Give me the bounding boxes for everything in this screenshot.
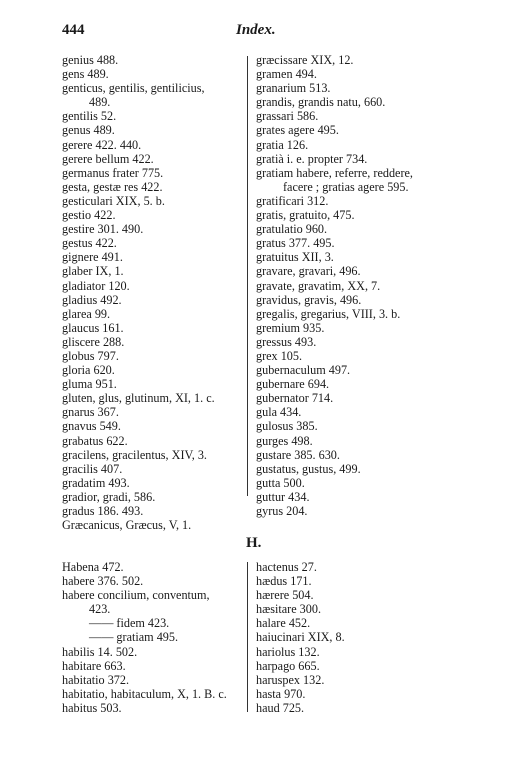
- page-title: Index.: [236, 22, 276, 38]
- index-entry: guttur 434.: [256, 489, 310, 504]
- index-entry: gubernaculum 497.: [256, 363, 351, 378]
- index-entry: genius 488.: [62, 53, 119, 67]
- index-entry: gregalis, gregarius, VIII, 3. b.: [256, 306, 401, 321]
- column-divider-bottom: [247, 562, 248, 712]
- index-entry: gyrus 204.: [256, 504, 308, 518]
- index-entry: habitatio 372.: [62, 672, 130, 687]
- index-entry: habere concilium, conventum,: [62, 588, 210, 603]
- index-entry: gubernare 694.: [256, 377, 330, 392]
- index-entry: gramen 494.: [256, 67, 317, 82]
- index-entry: gluten, glus, glutinum, XI, 1. c.: [62, 391, 215, 406]
- index-entry: gladiator 120.: [62, 278, 130, 293]
- index-entry: facere ; gratias agere 595.: [283, 179, 409, 194]
- index-entry: habere 376. 502.: [62, 574, 144, 589]
- index-entry: gravidus, gravis, 496.: [256, 292, 362, 307]
- index-entry: gratus 377. 495.: [256, 236, 335, 251]
- index-entry: gremium 935.: [256, 320, 325, 335]
- index-entry: —— fidem 423.: [89, 616, 170, 631]
- index-entry: gravare, gravari, 496.: [256, 264, 361, 279]
- index-entry: gens 489.: [62, 67, 109, 82]
- index-entry: grex 105.: [256, 348, 303, 363]
- index-entry: gliscere 288.: [62, 334, 125, 349]
- index-entry: grates agere 495.: [256, 123, 339, 138]
- index-entry: gradatim 493.: [62, 475, 130, 490]
- index-entry: gravate, gravatim, XX, 7.: [256, 278, 381, 293]
- index-entry: gradus 186. 493.: [62, 504, 144, 518]
- column-divider-top: [247, 56, 248, 496]
- index-entry: gratulatio 960.: [256, 222, 328, 237]
- index-entry: gloria 620.: [62, 363, 115, 378]
- index-entry: gestire 301. 490.: [62, 222, 144, 237]
- index-entry: hærere 504.: [256, 588, 314, 603]
- index-entry: gerere bellum 422.: [62, 151, 154, 166]
- index-entry: gratis, gratuito, 475.: [256, 208, 355, 223]
- index-entry: hæsitare 300.: [256, 602, 321, 617]
- index-entry: habitatio, habitaculum, X, 1. B. c.: [62, 686, 227, 701]
- index-entry: grandis, grandis natu, 660.: [256, 95, 386, 110]
- index-entry: gesta, gestæ res 422.: [62, 179, 163, 194]
- index-entry: Habena 472.: [62, 560, 124, 574]
- index-entry: gula 434.: [256, 405, 302, 420]
- index-entry: gratià i. e. propter 734.: [256, 151, 368, 166]
- index-entry: habitare 663.: [62, 658, 126, 673]
- index-entry: glarea 99.: [62, 306, 111, 321]
- index-entry: gressus 493.: [256, 334, 317, 349]
- index-column-left-bottom: [62, 560, 242, 715]
- index-entry: gerere 422. 440.: [62, 137, 142, 152]
- index-entry: hariolus 132.: [256, 644, 320, 659]
- index-column-left-top: [62, 53, 240, 532]
- index-entry: gnavus 549.: [62, 419, 121, 434]
- index-entry: haruspex 132.: [256, 672, 325, 687]
- index-entry: Græcanicus, Græcus, V, 1.: [62, 518, 192, 533]
- index-entry: halare 452.: [256, 616, 311, 631]
- index-entry: gurges 498.: [256, 433, 313, 448]
- section-heading: H.: [246, 535, 262, 551]
- index-entry: globus 797.: [62, 348, 119, 363]
- index-entry: haiucinari XIX, 8.: [256, 630, 345, 645]
- index-entry: gracilens, gracilentus, XIV, 3.: [62, 447, 207, 462]
- index-entry: genus 489.: [62, 123, 115, 138]
- index-entry: gestus 422.: [62, 236, 117, 251]
- index-entry: glaucus 161.: [62, 320, 124, 335]
- index-entry: hædus 171.: [256, 574, 312, 589]
- index-entry: hactenus 27.: [256, 560, 317, 574]
- index-entry: gratuitus XII, 3.: [256, 250, 334, 265]
- index-entry: germanus frater 775.: [62, 165, 164, 180]
- index-entry: græcissare XIX, 12.: [256, 53, 354, 67]
- index-entry: gluma 951.: [62, 377, 117, 392]
- index-entry: gutta 500.: [256, 475, 305, 490]
- index-entry: gestio 422.: [62, 208, 116, 223]
- index-entry: glaber IX, 1.: [62, 264, 124, 279]
- page-number: 444: [62, 22, 85, 38]
- index-entry: habitus 503.: [62, 700, 122, 715]
- index-entry: haud 725.: [256, 700, 305, 715]
- index-entry: gulosus 385.: [256, 419, 318, 434]
- index-entry: —— gratiam 495.: [89, 630, 179, 645]
- index-entry: gustare 385. 630.: [256, 447, 340, 462]
- index-entry: granarium 513.: [256, 81, 331, 96]
- index-entry: gratia 126.: [256, 137, 309, 152]
- index-entry: habilis 14. 502.: [62, 644, 138, 659]
- index-entry: gracilis 407.: [62, 461, 123, 476]
- index-entry: gratiam habere, referre, reddere,: [256, 165, 413, 180]
- index-column-right-top: [256, 53, 456, 518]
- index-entry: gustatus, gustus, 499.: [256, 461, 361, 476]
- index-entry: genticus, gentilis, gentilicius,: [62, 81, 205, 96]
- index-entry: gladius 492.: [62, 292, 122, 307]
- index-entry: 489.: [89, 95, 111, 110]
- index-entry: gubernator 714.: [256, 391, 334, 406]
- index-entry: gentilis 52.: [62, 109, 117, 124]
- index-entry: hasta 970.: [256, 686, 306, 701]
- index-entry: gignere 491.: [62, 250, 123, 265]
- index-column-right-bottom: [256, 560, 436, 715]
- index-entry: grabatus 622.: [62, 433, 128, 448]
- index-entry: gesticulari XIX, 5. b.: [62, 193, 165, 208]
- index-entry: gratificari 312.: [256, 193, 329, 208]
- index-entry: harpago 665.: [256, 658, 320, 673]
- index-entry: 423.: [89, 602, 111, 617]
- index-entry: gradior, gradi, 586.: [62, 489, 156, 504]
- index-entry: grassari 586.: [256, 109, 319, 124]
- index-entry: gnarus 367.: [62, 405, 119, 420]
